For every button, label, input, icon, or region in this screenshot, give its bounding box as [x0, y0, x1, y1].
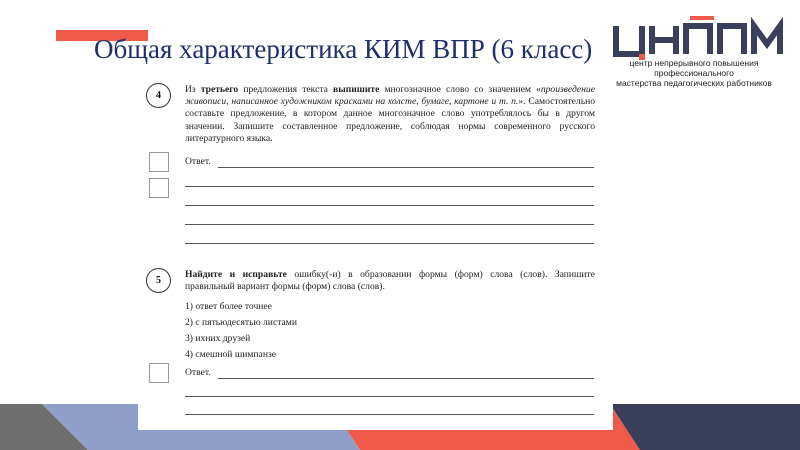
task-number-badge: 5: [146, 268, 171, 293]
option-item: 3) ихних друзей: [185, 333, 251, 344]
answer-line[interactable]: [218, 378, 594, 379]
option-item: 1) ответ более точнее: [185, 301, 272, 312]
answer-line[interactable]: [185, 396, 594, 397]
answer-line[interactable]: [185, 224, 594, 225]
answer-label: Ответ.: [185, 367, 211, 378]
answer-line[interactable]: [185, 205, 594, 206]
score-box: [149, 363, 169, 383]
option-item: 4) смешной шимпанзе: [185, 349, 276, 360]
answer-label: Ответ.: [185, 156, 211, 167]
task-number-badge: 4: [146, 83, 171, 108]
answer-line[interactable]: [185, 186, 594, 187]
task-4-text: Из третьего предложения текста выпишите многозначное слово со значением «произведение живописи, написанное художником красками на холсте, бумаге, картоне и т. п.». Самостоятельно составьте предложение, в котором данное многозначное слово употреблялось бы в другом значении. Запишите составленное предложение, соблюдая нормы современного русского литературного языка.: [185, 84, 595, 144]
task-5-text: Найдите и исправьте ошибку(-и) в образовании формы (форм) слова (слов). Запишите правильный вариант формы (форм) слова (слов).: [185, 269, 595, 293]
exam-page: [138, 74, 613, 430]
page-title: Общая характеристика КИМ ВПР (6 класс): [94, 34, 593, 64]
score-box: [149, 152, 169, 172]
option-item: 2) с пятьюдесятью листами: [185, 317, 297, 328]
logo-subtitle: центр непрерывного повышения профессионального мастерства педагогических работников: [616, 58, 772, 88]
score-box: [149, 178, 169, 198]
answer-line[interactable]: [185, 243, 594, 244]
answer-line[interactable]: [218, 167, 594, 168]
answer-line[interactable]: [185, 414, 594, 415]
logo-accent-icon: [690, 16, 714, 20]
